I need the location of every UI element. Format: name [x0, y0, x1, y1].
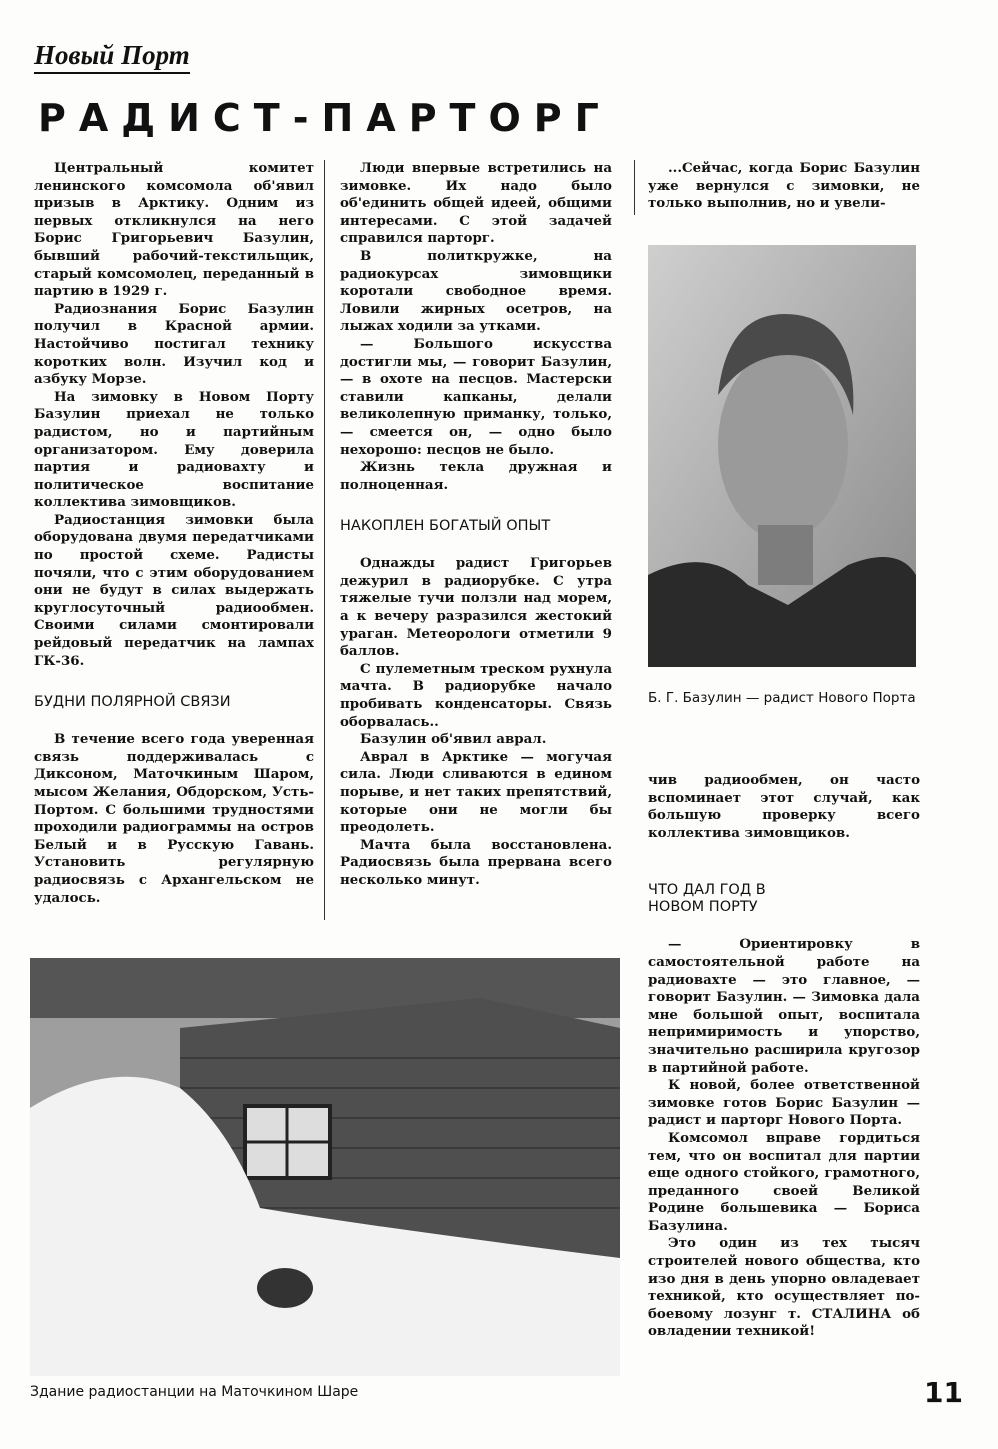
building-photo	[30, 958, 620, 1376]
paragraph: чив радиообмен, он часто вспоминает этот случай, как большую проверку всего коллектива зимовщиков.	[648, 772, 920, 841]
paragraph: Базулин об'явил аврал.	[360, 731, 547, 748]
paragraph: Комсомол вправе гордиться тем, что он воспитал для партии еще одного стойкого, грамотного, преданного своей Великой Родине большевика — Бориса Базулина.	[648, 1129, 920, 1234]
subheading: БУДНИ ПОЛЯРНОЙ СВЯЗИ	[34, 694, 231, 711]
paragraph: Люди впервые встретились на зимовке. Их надо было об'единить общей идеей, общими интересами. С этой задачей справился парторг.	[340, 160, 612, 247]
article-title: РАДИСТ-ПАРТОРГ	[38, 96, 612, 140]
portrait-caption: Б. Г. Базулин — радист Нового Порта	[648, 690, 916, 706]
paragraph: К новой, более ответственной зимовке готов Борис Базулин — радист и парторг Нового Порта.	[648, 1077, 920, 1129]
column-divider	[324, 160, 325, 920]
column-2	[340, 160, 612, 890]
paragraph: С пулеметным треском рухнула мачта. В радиорубке начало пробивать конденсаторы. Связь оборвалась..	[340, 660, 612, 730]
paragraph: Радиознания Борис Базулин получил в Красной армии. Настойчиво постигал технику коротких волн. Изучил код и азбуку Морзе.	[34, 300, 314, 388]
paragraph: На зимовку в Новом Порту Базулин приехал не только радистом, но и партийным организатором. Ему доверила партия и радиовахту и политическое воспитание коллектива зимовщиков.	[34, 388, 314, 511]
column-3-top	[648, 160, 920, 213]
section-heading: Новый Порт	[34, 40, 190, 74]
column-1	[34, 160, 314, 907]
paragraph: Однажды радист Григорьев дежурил в радиорубке. С утра тяжелые тучи ползли над морем, а к вечеру разразился жестокий ураган. Метеорологи отметили 9 баллов.	[340, 555, 612, 660]
paragraph: Радиостанция зимовки была оборудована двумя передатчиками по простой схеме. Радисты почяли, что с этим оборудованием они не будут в силах выдержать круглосуточный радиообмен. Своими силами смонтировали рейдовый передатчик на лампах ГК-36.	[34, 511, 314, 669]
paragraph: — Ориентировку в самостоятельной работе на радиовахте — это главное, — говорит Базулин. — Зимовка дала мне большой опыт, воспитала непримиримость и упорство, значительно расширила кругозор в партийной работе.	[648, 936, 920, 1076]
subheading: ЧТО ДАЛ ГОД В НОВОМ ПОРТУ	[648, 882, 766, 916]
portrait-photo	[648, 245, 916, 667]
paragraph: Жизнь текла дружная и полноценная.	[340, 459, 612, 493]
column-divider	[634, 160, 635, 215]
paragraph: В политкружке, на радиокурсах зимовщики коротали свободное время. Ловили жирных осетров, на лыжах ходили за утками.	[340, 247, 612, 335]
page-number: 11	[924, 1376, 963, 1409]
paragraph: Аврал в Арктике — могучая сила. Люди сливаются в едином порыве, и нет таких препятствий, которые они не могли бы преодолеть.	[340, 748, 612, 836]
column-3-bottom	[648, 772, 920, 1341]
building-caption: Здание радиостанции на Маточкином Шаре	[30, 1384, 359, 1400]
paragraph: ...Сейчас, когда Борис Базулин уже вернулся с зимовки, не только выполнив, но и увели-	[648, 160, 920, 212]
paragraph: Мачта была восстановлена. Радиосвязь была прервана всего несколько минут.	[340, 836, 612, 888]
subheading: НАКОПЛЕН БОГАТЫЙ ОПЫТ	[340, 518, 551, 535]
paragraph: — Большого искусства достигли мы, — говорит Базулин, — в охоте на песцов. Мастерски ставили капканы, делали великолепную приманку, только, — смеется он, — одно было нехорошо: песцов не было.	[340, 335, 612, 458]
paragraph: Это один из тех тысяч строителей нового общества, кто изо дня в день упорно овладевает техникой, кто осуществляет по-боевому лозунг т. СТАЛИНА об овладении техникой!	[648, 1235, 920, 1340]
paragraph: В течение всего года уверенная связь поддерживалась с Диксоном, Маточкиным Шаром, мысом Желания, Обдорском, Усть-Портом. С большими трудностями проходили радиограммы на остров Белый и в Русскую Гавань. Установить регулярную радиосвязь с Архангельском не удалось.	[34, 731, 314, 906]
paragraph: Центральный комитет ленинского комсомола об'явил призыв в Арктику. Одним из первых откликнулся на него Борис Григорьевич Базулин, бывший рабочий-текстильщик, старый комсомолец, переданный в партию в 1929 г.	[34, 160, 314, 300]
